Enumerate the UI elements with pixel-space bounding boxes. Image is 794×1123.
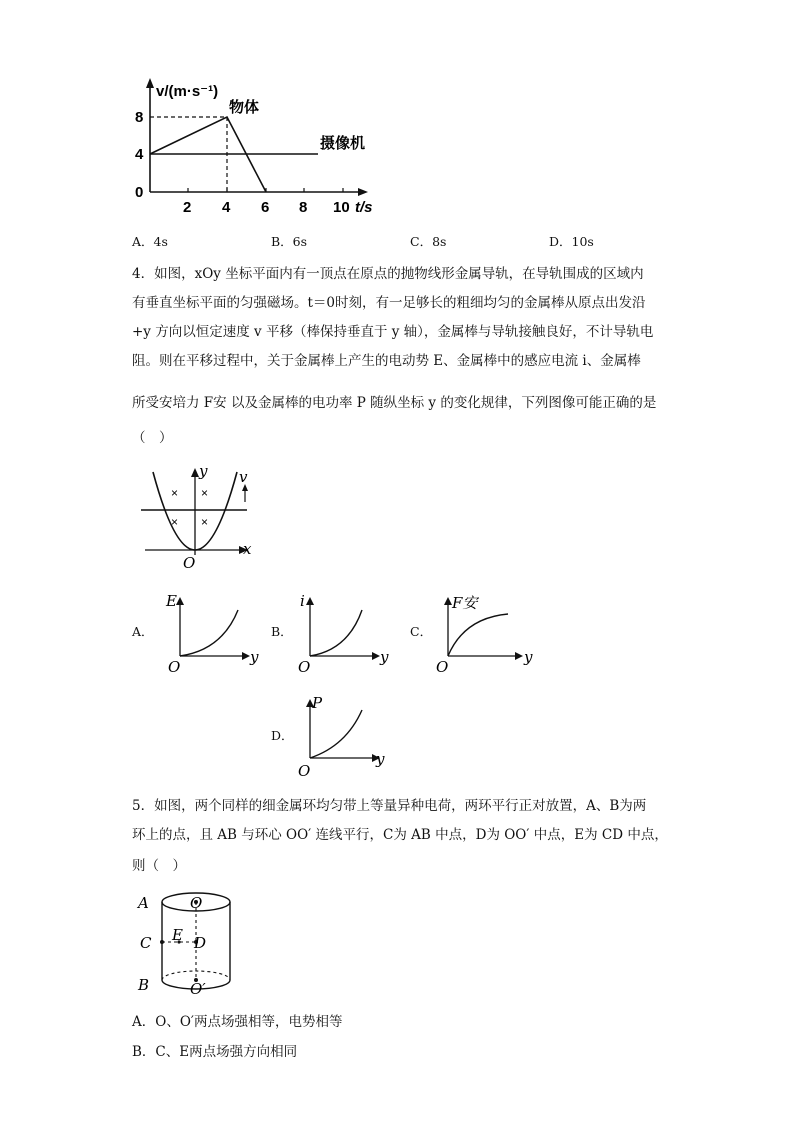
q5-label-a: A xyxy=(138,894,149,912)
q4-line-1: 4．如图，xOy 坐标平面内有一顶点在原点的抛物线形金属导轨，在导轨围成的区域内 xyxy=(132,266,644,282)
q5-line-2: 环上的点，且 AB 与环心 OO′ 连线平行，C为 AB 中点，D为 OO′ 中点，E为 CD 中点， xyxy=(132,827,668,843)
q4-line-5: 所受安培力 F安 以及金属棒的电功率 P 随纵坐标 y 的变化规律，下列图像可能正确的是 xyxy=(132,395,657,411)
q3-x-tick-2: 2 xyxy=(183,199,192,216)
q3-label-camera: 摄像机 xyxy=(320,135,366,152)
q4-c-origin: O xyxy=(436,658,449,676)
q4-line-2: 有垂直坐标平面的匀强磁场。t＝0时刻，有一足够长的粗细均匀的金属棒从原点出发沿 xyxy=(132,295,646,311)
q4-a-ylabel: E xyxy=(166,592,177,610)
q4-fig-v-label: v xyxy=(239,468,248,486)
q4-d-xlabel: y xyxy=(376,750,385,768)
q4-option-b-graph[interactable] xyxy=(292,592,392,676)
q4-line-4: 阻。则在平移过程中，关于金属棒上产生的电动势 E、金属棒中的感应电流 i、金属棒 xyxy=(132,353,641,369)
q4-b-origin: O xyxy=(298,658,311,676)
q4-option-d-letter[interactable]: D． xyxy=(271,728,294,743)
q3-x-tick-4: 4 xyxy=(222,199,231,216)
q5-label-o: O xyxy=(190,894,203,912)
q3-option-c[interactable]: C．8s xyxy=(410,234,447,249)
q4-option-a-graph[interactable] xyxy=(162,592,262,676)
q4-parabola-rail-figure xyxy=(135,460,260,572)
q3-velocity-time-graph xyxy=(130,72,390,222)
q4-option-b-letter[interactable]: B． xyxy=(271,624,293,639)
q3-y-tick-4: 4 xyxy=(135,146,144,163)
q4-line-6: （ ） xyxy=(132,430,173,446)
q4-fig-cross-2: × xyxy=(201,486,209,500)
q4-fig-x-label: x xyxy=(243,540,252,558)
q3-y-axis-arrow xyxy=(146,78,154,88)
q3-label-object: 物体 xyxy=(229,99,260,116)
q3-x-axis-label: t/s xyxy=(355,199,373,216)
q4-d-ylabel: P xyxy=(312,694,323,712)
q5-label-d: D xyxy=(194,934,207,952)
q5-label-b: B xyxy=(138,976,150,994)
q3-option-a[interactable]: A．4s xyxy=(132,234,168,249)
q4-option-c-letter[interactable]: C． xyxy=(410,624,433,639)
q3-x-tick-6: 6 xyxy=(261,199,270,216)
q4-a-xlabel: y xyxy=(250,648,259,666)
q4-fig-origin: O xyxy=(183,554,196,572)
q4-c-curve xyxy=(448,614,508,656)
q4-fig-y-label: y xyxy=(199,462,208,480)
q5-option-b[interactable]: B．C、E两点场强方向相同 xyxy=(132,1044,298,1060)
q3-x-tick-8: 8 xyxy=(299,199,308,216)
q4-c-xlabel: y xyxy=(524,648,533,666)
q5-line-3: 则（ ） xyxy=(132,858,186,874)
q4-b-xlabel: y xyxy=(380,648,389,666)
q5-line-1: 5．如图，两个同样的细金属环均匀带上等量异种电荷，两环平行正对放置，A、B为两 xyxy=(132,798,647,814)
q4-a-curve xyxy=(180,610,238,656)
q4-option-c-graph[interactable] xyxy=(430,592,540,676)
q5-label-o-prime: O′ xyxy=(190,980,206,996)
q5-option-a[interactable]: A．O、O′两点场强相等，电势相等 xyxy=(132,1014,343,1030)
q5-label-e: E xyxy=(172,926,183,944)
q5-label-c: C xyxy=(140,934,152,952)
q4-b-ylabel: i xyxy=(300,592,305,610)
q3-x-axis-arrow xyxy=(358,188,368,196)
q3-y-tick-0: 0 xyxy=(135,184,144,201)
q3-option-b[interactable]: B．6s xyxy=(271,234,308,249)
q4-b-curve xyxy=(310,610,362,656)
q4-a-origin: O xyxy=(168,658,181,676)
q3-y-axis-label: v/(m·s⁻¹) xyxy=(156,83,219,100)
q4-fig-cross-4: × xyxy=(201,515,209,529)
q4-c-ylabel: F安 xyxy=(452,594,478,612)
q4-line-3: +y 方向以恒定速度 v 平移（棒保持垂直于 y 轴），金属棒与导轨接触良好，不计导轨电 xyxy=(132,324,654,340)
q4-d-curve xyxy=(310,710,362,758)
q5-rings-figure xyxy=(134,884,244,996)
q3-y-tick-8: 8 xyxy=(135,109,144,126)
q3-x-tick-10: 10 xyxy=(333,199,350,216)
q3-option-d[interactable]: D．10s xyxy=(549,234,594,249)
q4-d-origin: O xyxy=(298,762,311,780)
q4-option-a-letter[interactable]: A． xyxy=(132,624,154,639)
q4-option-d-graph[interactable] xyxy=(292,694,392,780)
q4-fig-cross-1: × xyxy=(171,486,179,500)
q4-fig-cross-3: × xyxy=(171,515,179,529)
